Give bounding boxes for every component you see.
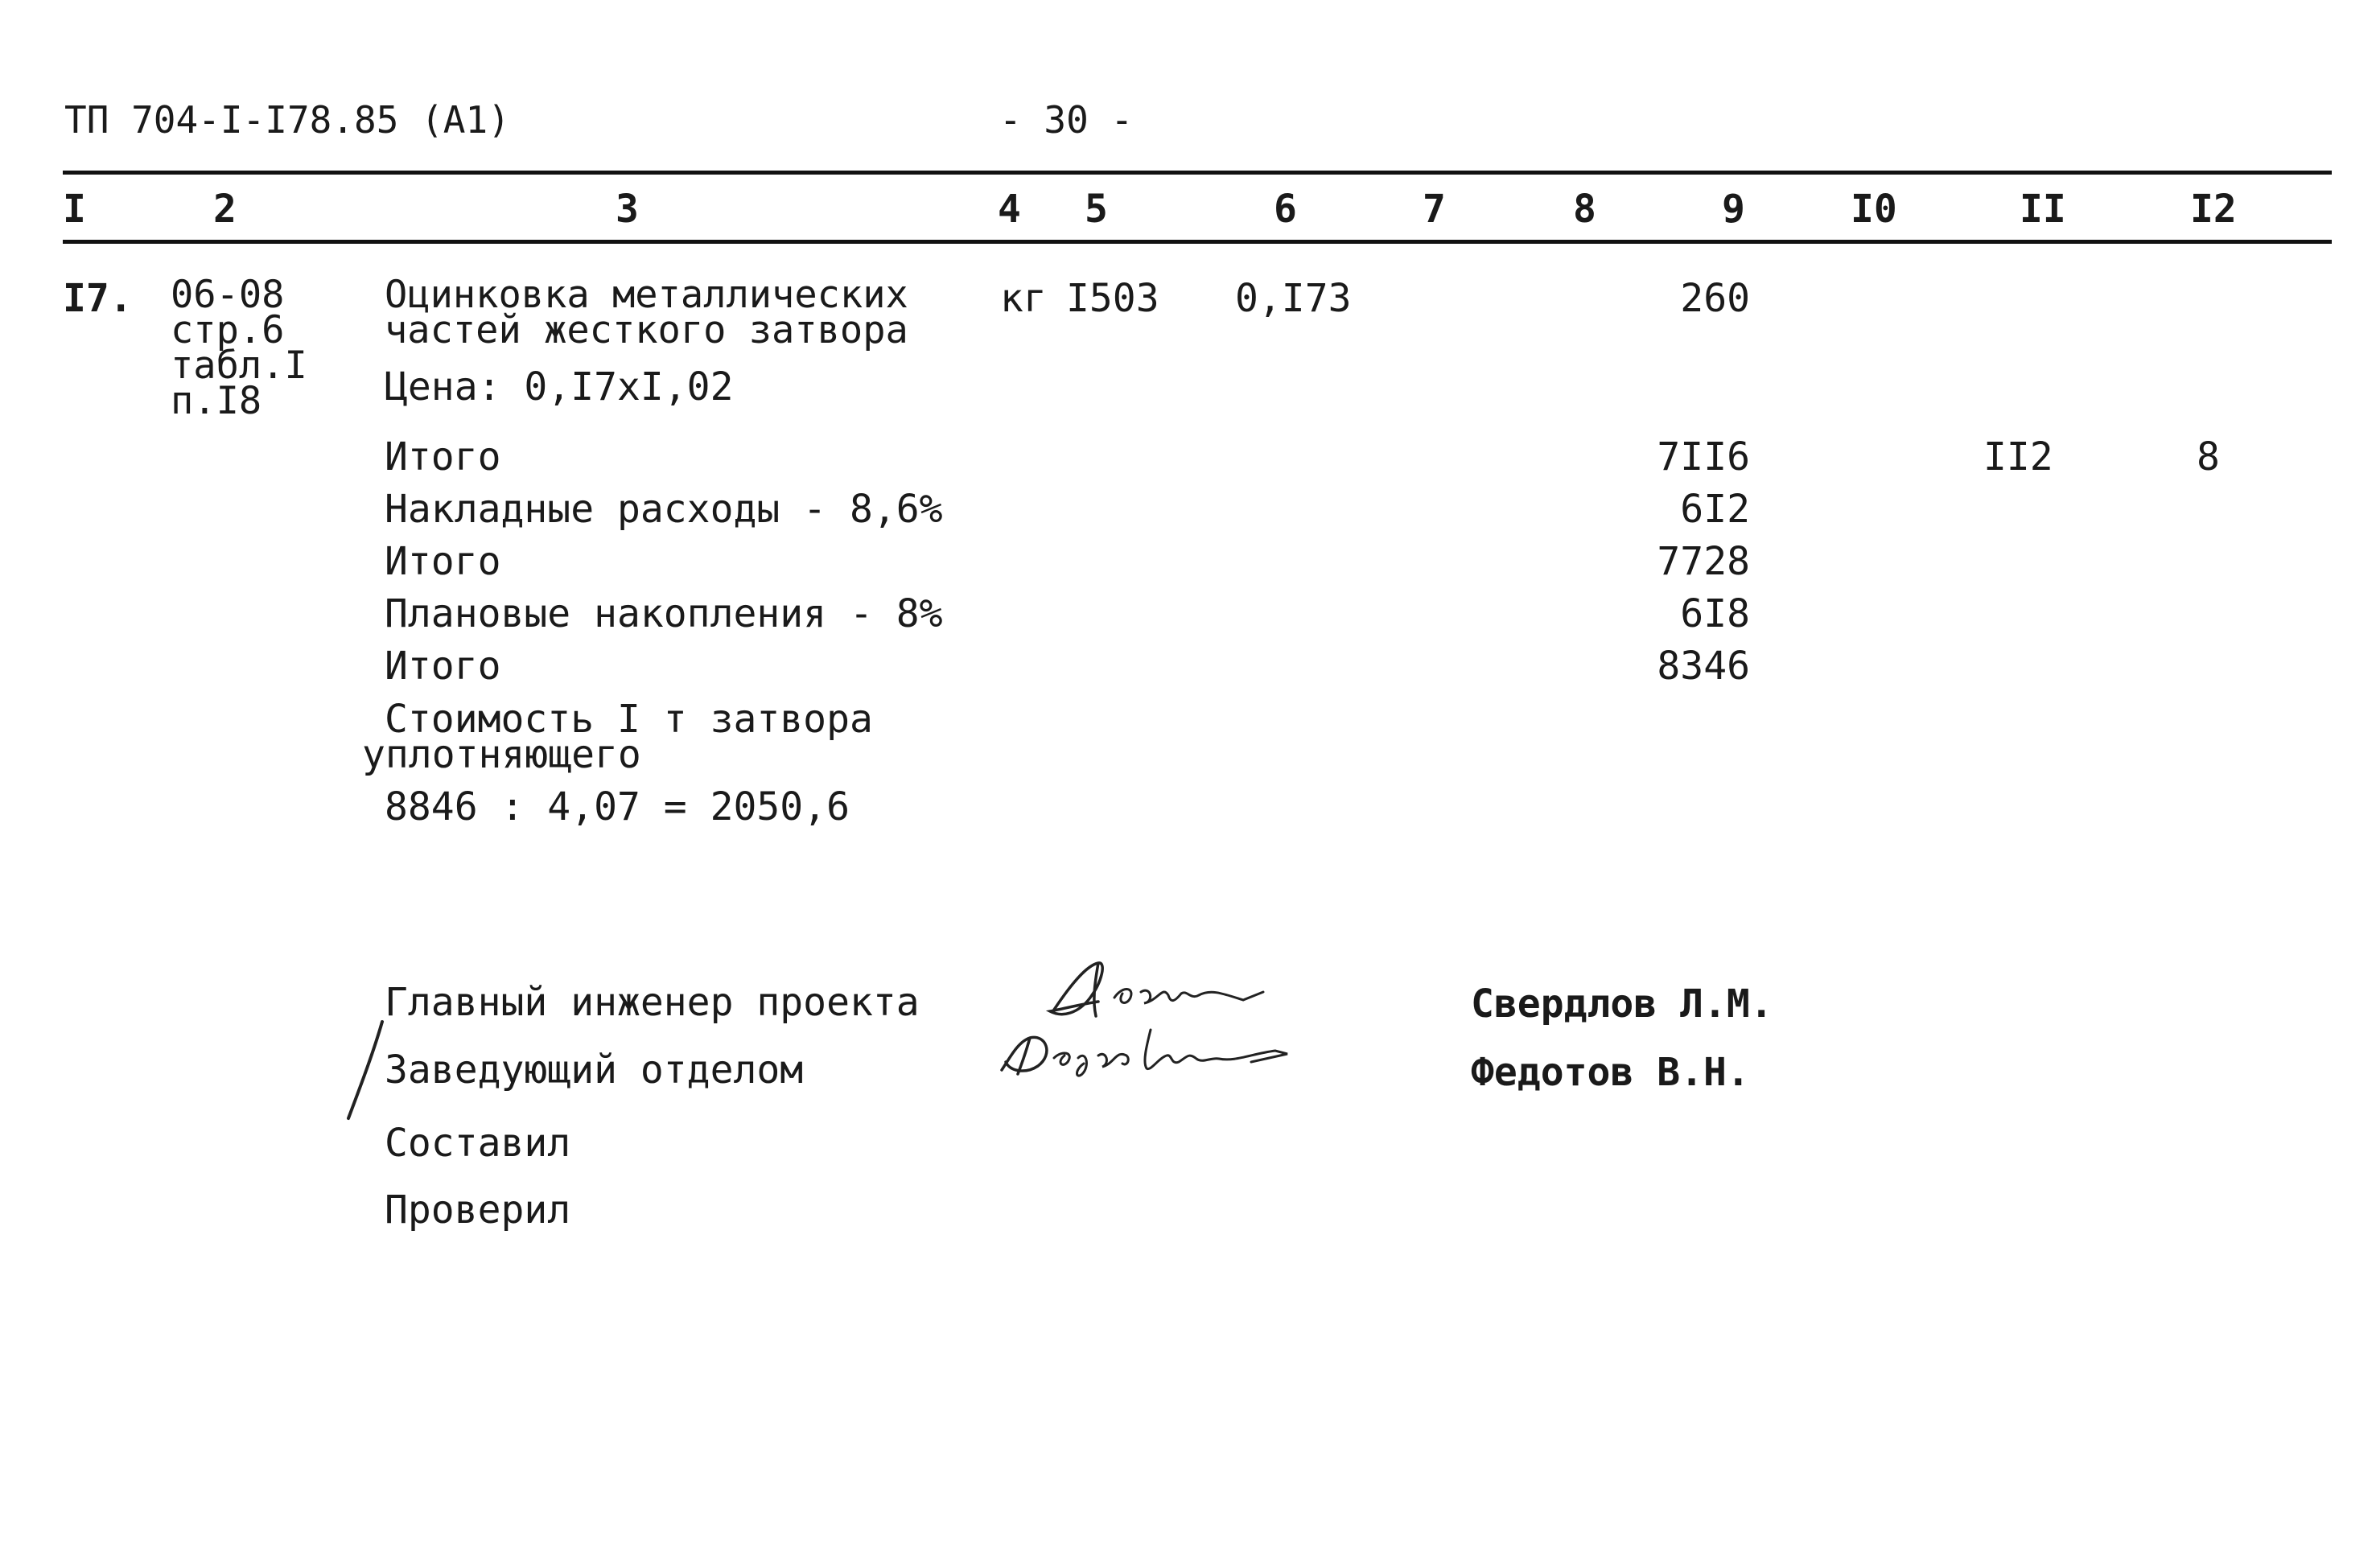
entry-description (385, 273, 908, 352)
chief-engineer-title: Главный инженер проекта (385, 980, 920, 1025)
cost-line: уплотняющего (362, 732, 641, 777)
table-header-rule (63, 240, 2332, 244)
margin-stroke (342, 1018, 390, 1122)
summary-label: Плановые накопления - 8% (385, 591, 943, 636)
column-number: 5 (1085, 187, 1108, 232)
cost-line: Стоимость I т затвора (385, 697, 873, 742)
column-number: I (63, 187, 86, 232)
reference-line: 06-08 (171, 273, 285, 317)
cost-formula: 8846 : 4,07 = 2050,6 (385, 784, 850, 829)
column-number: 8 (1573, 187, 1596, 232)
column-number: 6 (1274, 187, 1297, 232)
column-number: 2 (213, 187, 237, 232)
entry-quantity: I503 (1066, 276, 1159, 321)
column-number: I2 (2190, 187, 2237, 232)
checked-by-label: Проверил (385, 1187, 571, 1233)
table-top-rule (63, 171, 2332, 175)
entry-number: I7. (63, 276, 133, 321)
description-line: частей жесткого затвора (385, 308, 908, 352)
entry-col6-value: 0,I73 (1235, 276, 1352, 321)
head-of-department-name: Федотов В.Н. (1471, 1050, 1750, 1095)
reference-line: п.I8 (171, 379, 262, 423)
entry-col9-value: 260 (1680, 276, 1750, 321)
summary-col9-value: 6I2 (1680, 487, 1750, 532)
entry-reference (171, 273, 307, 423)
column-number: 3 (616, 187, 639, 232)
summary-col12-value: 8 (2197, 434, 2220, 479)
column-number: II (2020, 187, 2066, 232)
entry-price: Цена: 0,I7хI,02 (385, 364, 734, 409)
head-of-department-signature (986, 1014, 1307, 1086)
summary-col9-value: 7II6 (1657, 434, 1750, 479)
summary-col9-value: 7728 (1657, 539, 1750, 584)
document-code: ТП 704-I-I78.85 (А1) (64, 98, 510, 142)
column-number: 7 (1423, 187, 1446, 232)
page-number: - 30 - (999, 98, 1134, 142)
column-number: 9 (1722, 187, 1745, 232)
summary-col11-value: II2 (1983, 434, 2053, 479)
summary-label: Накладные расходы - 8,6% (385, 487, 943, 532)
description-line: Оцинковка металлических (385, 273, 908, 317)
reference-line: стр.6 (171, 308, 285, 352)
column-number: I0 (1851, 187, 1897, 232)
entry-unit: кг (1000, 276, 1047, 321)
reference-line: табл.I (171, 344, 307, 388)
chief-engineer-name: Свердлов Л.М. (1471, 982, 1773, 1027)
summary-col9-value: 8346 (1657, 644, 1750, 689)
head-of-department-title: Заведующий отделом (385, 1047, 804, 1093)
summary-col9-value: 6I8 (1680, 591, 1750, 636)
column-number: 4 (998, 187, 1021, 232)
summary-label: Итого (385, 644, 501, 689)
compiled-by-label: Составил (385, 1121, 571, 1166)
summary-label: Итого (385, 539, 501, 584)
summary-label: Итого (385, 434, 501, 479)
